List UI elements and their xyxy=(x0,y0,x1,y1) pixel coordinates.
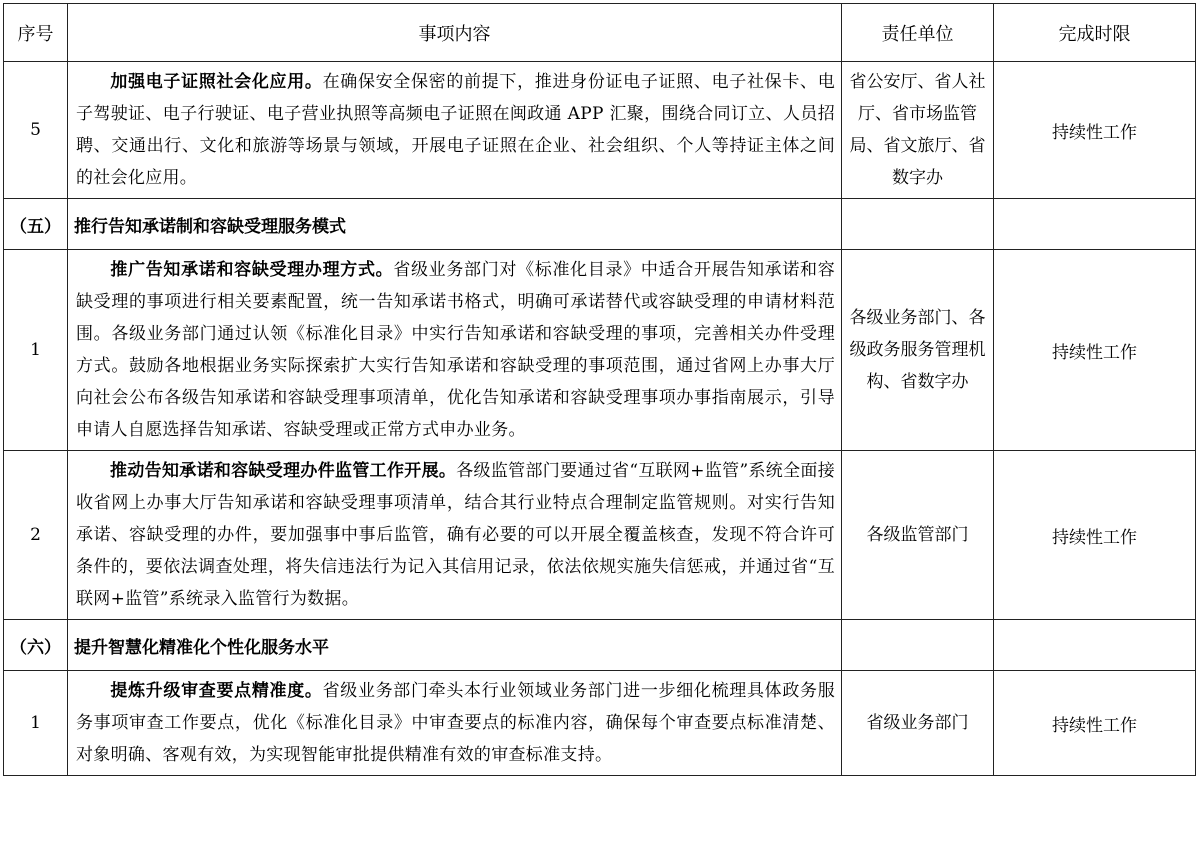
row-unit: 省公安厅、省人社厅、省市场监管局、省文旅厅、省数字办 xyxy=(842,62,994,199)
section-row xyxy=(4,199,1196,250)
row-deadline: 持续性工作 xyxy=(994,250,1196,451)
row-deadline: 持续性工作 xyxy=(994,451,1196,620)
section-deadline-empty xyxy=(994,199,1196,250)
row-unit: 各级业务部门、各级政务服务管理机构、省数字办 xyxy=(842,250,994,451)
row-text: 省级业务部门牵头本行业领域业务部门进一步细化梳理具体政务服务事项审查工作要点，优化《标准化目录》中审查要点的标准内容，确保每个审查要点标准清楚、对象明确、客观有效，为实现智能审批提供精准有效的审查标准支持。 xyxy=(76,681,835,765)
row-lead: 加强电子证照社会化应用。 xyxy=(110,72,323,92)
row-unit: 省级业务部门 xyxy=(842,671,994,776)
section-unit-empty xyxy=(842,199,994,250)
section-seq: （六） xyxy=(4,620,68,671)
table-row xyxy=(4,62,1196,199)
table-row xyxy=(4,451,1196,620)
section-deadline-empty xyxy=(994,620,1196,671)
header-row xyxy=(4,4,1196,62)
row-seq: 2 xyxy=(4,451,68,620)
table-row xyxy=(4,250,1196,451)
header-deadline: 完成时限 xyxy=(994,4,1196,62)
table-row xyxy=(4,671,1196,776)
row-content xyxy=(68,62,842,199)
row-content xyxy=(68,671,842,776)
row-content xyxy=(68,250,842,451)
section-row xyxy=(4,620,1196,671)
section-title: 提升智慧化精准化个性化服务水平 xyxy=(68,620,842,671)
row-text: 在确保安全保密的前提下，推进身份证电子证照、电子社保卡、电子驾驶证、电子行驶证、电子营业执照等高频电子证照在闽政通 APP 汇聚，围绕合同订立、人员招聘、交通出行、文化和旅游等场景与领域，开展电子证照在企业、社会组织、个人等持证主体之间的社会化应用。 xyxy=(76,72,835,188)
header-seq: 序号 xyxy=(4,4,68,62)
row-text: 各级监管部门要通过省“互联网+监管”系统全面接收省网上办事大厅告知承诺和容缺受理事项清单，结合其行业特点合理制定监管规则。对实行告知承诺、容缺受理的办件，要加强事中事后监管，确有必要的可以开展全覆盖核查，发现不符合许可条件的，要依法调查处理，将失信违法行为记入其信用记录，依法依规实施失信惩戒，并通过省“互联网+监管”系统录入监管行为数据。 xyxy=(76,461,835,609)
row-lead: 推动告知承诺和容缺受理办件监管工作开展。 xyxy=(110,461,457,481)
row-text: 省级业务部门对《标准化目录》中适合开展告知承诺和容缺受理的事项进行相关要素配置，统一告知承诺书格式，明确可承诺替代或容缺受理的申请材料范围。各级业务部门通过认领《标准化目录》中实行告知承诺和容缺受理的事项，完善相关办件受理方式。鼓励各地根据业务实际探索扩大实行告知承诺和容缺受理的事项范围，通过省网上办事大厅向社会公布各级告知承诺和容缺受理事项清单，优化告知承诺和容缺受理事项办事指南展示，引导申请人自愿选择告知承诺、容缺受理或正常方式申办业务。 xyxy=(76,260,835,440)
header-content: 事项内容 xyxy=(68,4,842,62)
row-deadline: 持续性工作 xyxy=(994,62,1196,199)
row-seq: 5 xyxy=(4,62,68,199)
row-content xyxy=(68,451,842,620)
section-title: 推行告知承诺制和容缺受理服务模式 xyxy=(68,199,842,250)
section-seq: （五） xyxy=(4,199,68,250)
section-unit-empty xyxy=(842,620,994,671)
row-lead: 推广告知承诺和容缺受理办理方式。 xyxy=(110,260,394,280)
row-seq: 1 xyxy=(4,671,68,776)
row-unit: 各级监管部门 xyxy=(842,451,994,620)
task-table xyxy=(3,3,1196,776)
header-unit: 责任单位 xyxy=(842,4,994,62)
row-deadline: 持续性工作 xyxy=(994,671,1196,776)
row-seq: 1 xyxy=(4,250,68,451)
row-lead: 提炼升级审查要点精准度。 xyxy=(110,681,323,701)
